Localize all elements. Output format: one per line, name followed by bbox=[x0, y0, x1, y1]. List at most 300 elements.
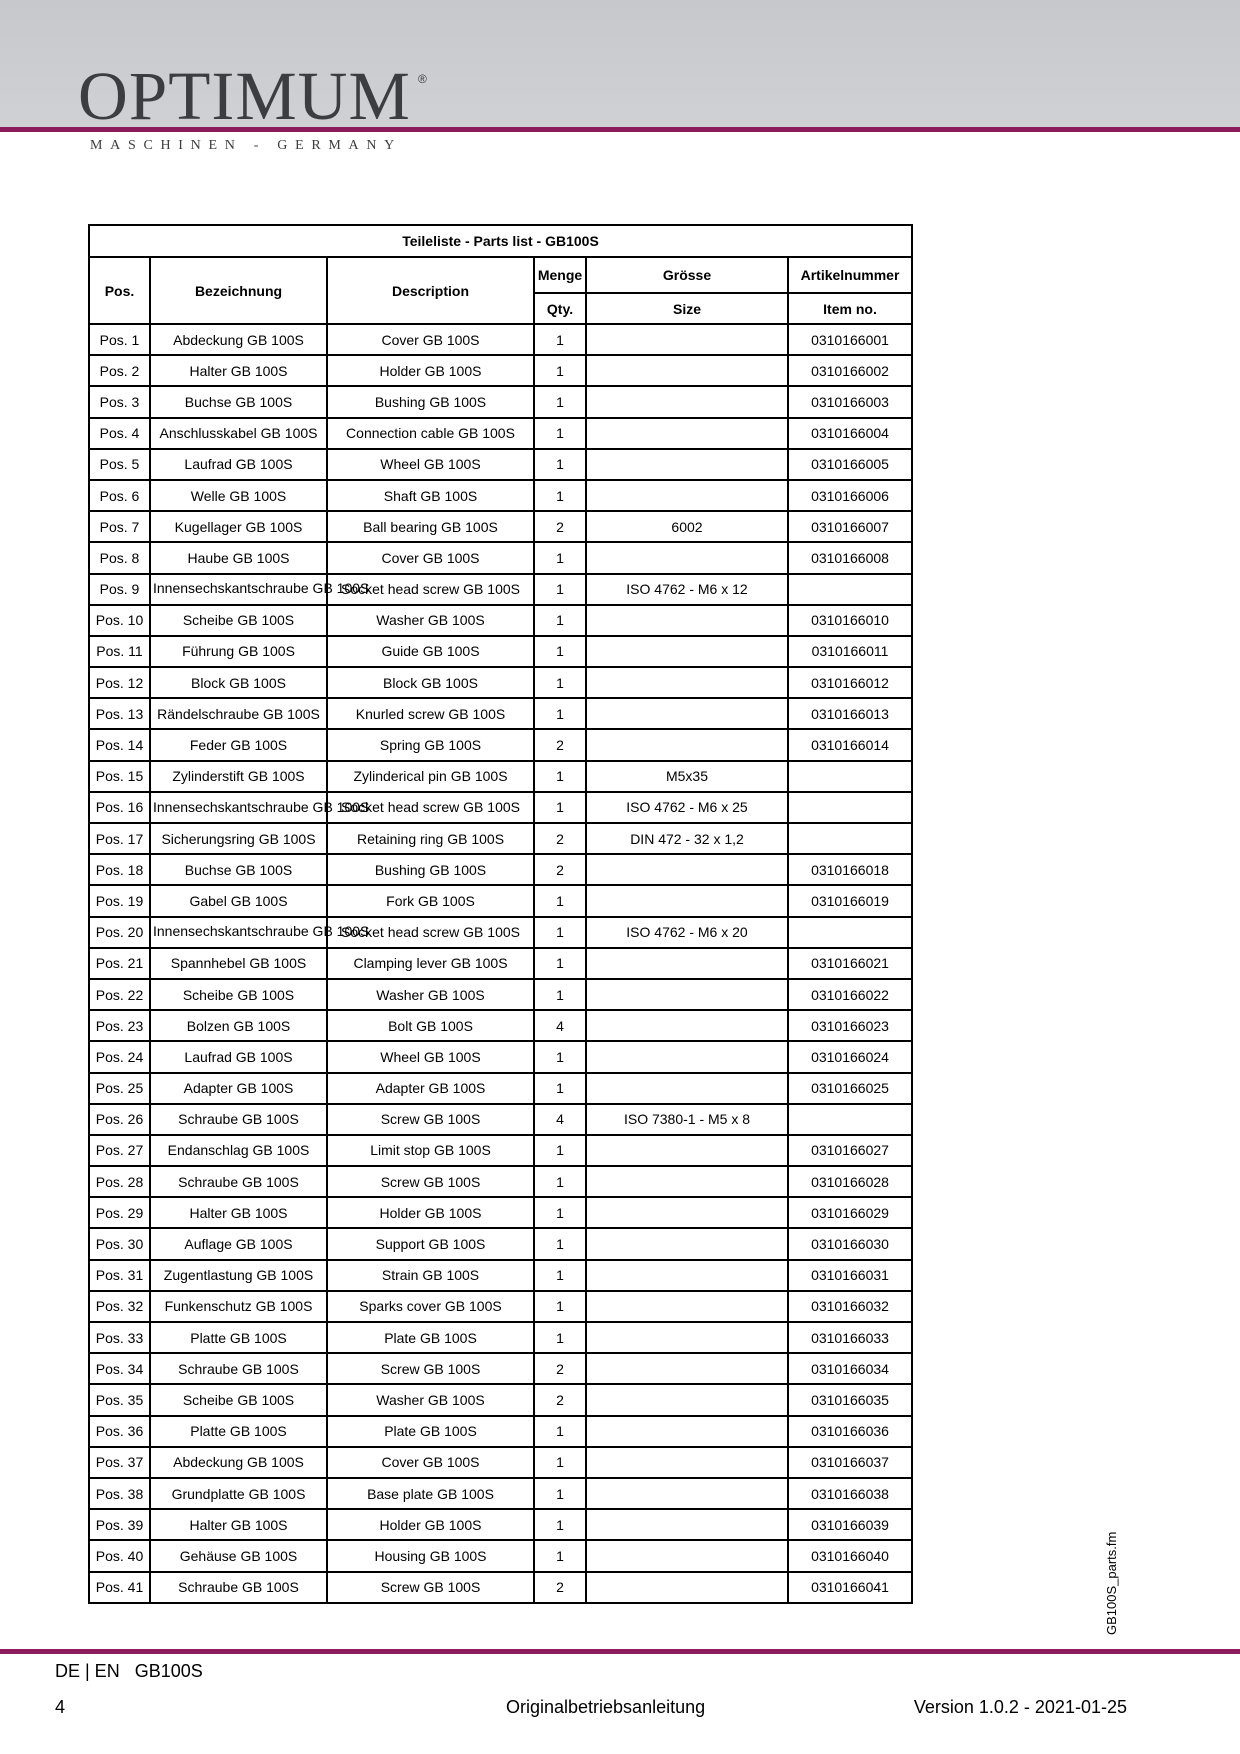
cell-qty: 1 bbox=[534, 574, 586, 605]
cell-pos: Pos. 21 bbox=[89, 948, 150, 979]
footer-model: GB100S bbox=[134, 1661, 203, 1681]
cell-pos: Pos. 22 bbox=[89, 979, 150, 1010]
cell-bezeichnung: Halter GB 100S bbox=[150, 355, 327, 386]
cell-pos: Pos. 18 bbox=[89, 854, 150, 885]
cell-pos: Pos. 41 bbox=[89, 1572, 150, 1603]
cell-size bbox=[586, 1041, 788, 1072]
cell-bezeichnung: Innensechskantschraube GB 100S bbox=[150, 574, 327, 605]
cell-description: Screw GB 100S bbox=[327, 1572, 534, 1603]
cell-qty: 1 bbox=[534, 636, 586, 667]
cell-pos: Pos. 40 bbox=[89, 1540, 150, 1571]
header-bezeichnung: Bezeichnung bbox=[150, 257, 327, 324]
cell-qty: 2 bbox=[534, 823, 586, 854]
cell-pos: Pos. 20 bbox=[89, 917, 150, 948]
cell-item-no: 0310166032 bbox=[788, 1291, 912, 1322]
cell-bezeichnung: Adapter GB 100S bbox=[150, 1073, 327, 1104]
cell-bezeichnung: Gehäuse GB 100S bbox=[150, 1540, 327, 1571]
cell-pos: Pos. 7 bbox=[89, 511, 150, 542]
cell-qty: 1 bbox=[534, 1447, 586, 1478]
cell-description: Spring GB 100S bbox=[327, 729, 534, 760]
brand-tagline: MASCHINEN - GERMANY bbox=[90, 138, 402, 153]
header-size: Size bbox=[586, 293, 788, 324]
cell-pos: Pos. 6 bbox=[89, 480, 150, 511]
brand-logo: OPTIMUM bbox=[78, 58, 411, 134]
cell-item-no: 0310166021 bbox=[788, 948, 912, 979]
table-row bbox=[89, 854, 912, 885]
cell-description: Retaining ring GB 100S bbox=[327, 823, 534, 854]
cell-size bbox=[586, 386, 788, 417]
cell-bezeichnung: Sicherungsring GB 100S bbox=[150, 823, 327, 854]
cell-pos: Pos. 30 bbox=[89, 1228, 150, 1259]
cell-qty: 1 bbox=[534, 667, 586, 698]
cell-bezeichnung: Funkenschutz GB 100S bbox=[150, 1291, 327, 1322]
cell-item-no: 0310166006 bbox=[788, 480, 912, 511]
cell-item-no: 0310166014 bbox=[788, 729, 912, 760]
footer-manual-title: Originalbetriebsanleitung bbox=[506, 1697, 706, 1717]
cell-item-no: 0310166004 bbox=[788, 418, 912, 449]
cell-bezeichnung: Halter GB 100S bbox=[150, 1509, 327, 1540]
cell-pos: Pos. 28 bbox=[89, 1166, 150, 1197]
cell-size: ISO 7380-1 - M5 x 8 bbox=[586, 1104, 788, 1135]
cell-bezeichnung: Buchse GB 100S bbox=[150, 854, 327, 885]
cell-pos: Pos. 25 bbox=[89, 1073, 150, 1104]
table-row bbox=[89, 1572, 912, 1603]
table-row bbox=[89, 449, 912, 480]
cell-bezeichnung: Scheibe GB 100S bbox=[150, 1384, 327, 1415]
table-row bbox=[89, 698, 912, 729]
header-artikelnummer: Artikelnummer bbox=[788, 257, 912, 293]
cell-bezeichnung: Grundplatte GB 100S bbox=[150, 1478, 327, 1509]
table-row bbox=[89, 1104, 912, 1135]
cell-qty: 1 bbox=[534, 1197, 586, 1228]
cell-pos: Pos. 16 bbox=[89, 792, 150, 823]
cell-qty: 1 bbox=[534, 979, 586, 1010]
cell-size bbox=[586, 729, 788, 760]
cell-size bbox=[586, 636, 788, 667]
registered-mark: ® bbox=[418, 72, 427, 86]
cell-description: Clamping lever GB 100S bbox=[327, 948, 534, 979]
cell-item-no: 0310166018 bbox=[788, 854, 912, 885]
cell-qty: 1 bbox=[534, 917, 586, 948]
cell-item-no: 0310166041 bbox=[788, 1572, 912, 1603]
cell-item-no bbox=[788, 574, 912, 605]
cell-pos: Pos. 24 bbox=[89, 1041, 150, 1072]
cell-size bbox=[586, 1509, 788, 1540]
cell-qty: 1 bbox=[534, 355, 586, 386]
cell-item-no: 0310166037 bbox=[788, 1447, 912, 1478]
cell-description: Cover GB 100S bbox=[327, 1447, 534, 1478]
cell-description: Washer GB 100S bbox=[327, 979, 534, 1010]
cell-size bbox=[586, 1322, 788, 1353]
cell-qty: 1 bbox=[534, 324, 586, 355]
cell-qty: 1 bbox=[534, 480, 586, 511]
cell-qty: 2 bbox=[534, 854, 586, 885]
cell-size: M5x35 bbox=[586, 761, 788, 792]
cell-qty: 1 bbox=[534, 885, 586, 916]
table-row bbox=[89, 1197, 912, 1228]
cell-bezeichnung: Zylinderstift GB 100S bbox=[150, 761, 327, 792]
cell-size: 6002 bbox=[586, 511, 788, 542]
cell-description: Wheel GB 100S bbox=[327, 1041, 534, 1072]
cell-size bbox=[586, 1540, 788, 1571]
cell-qty: 1 bbox=[534, 1041, 586, 1072]
cell-bezeichnung: Laufrad GB 100S bbox=[150, 1041, 327, 1072]
cell-item-no: 0310166013 bbox=[788, 698, 912, 729]
cell-description: Base plate GB 100S bbox=[327, 1478, 534, 1509]
cell-item-no: 0310166030 bbox=[788, 1228, 912, 1259]
cell-size bbox=[586, 1197, 788, 1228]
cell-size bbox=[586, 1447, 788, 1478]
cell-qty: 1 bbox=[534, 418, 586, 449]
cell-size bbox=[586, 605, 788, 636]
cell-size bbox=[586, 324, 788, 355]
footer-page-number: 4 bbox=[55, 1697, 66, 1717]
cell-pos: Pos. 2 bbox=[89, 355, 150, 386]
cell-qty: 2 bbox=[534, 1353, 586, 1384]
cell-qty: 2 bbox=[534, 729, 586, 760]
cell-item-no: 0310166001 bbox=[788, 324, 912, 355]
cell-pos: Pos. 8 bbox=[89, 542, 150, 573]
cell-bezeichnung: Anschlusskabel GB 100S bbox=[150, 418, 327, 449]
table-row bbox=[89, 605, 912, 636]
cell-size bbox=[586, 542, 788, 573]
cell-size bbox=[586, 948, 788, 979]
cell-size bbox=[586, 1384, 788, 1415]
cell-size: ISO 4762 - M6 x 12 bbox=[586, 574, 788, 605]
cell-description: Cover GB 100S bbox=[327, 542, 534, 573]
cell-size bbox=[586, 1572, 788, 1603]
cell-qty: 1 bbox=[534, 1260, 586, 1291]
table-row bbox=[89, 1166, 912, 1197]
cell-pos: Pos. 15 bbox=[89, 761, 150, 792]
table-row bbox=[89, 979, 912, 1010]
cell-description: Screw GB 100S bbox=[327, 1166, 534, 1197]
cell-qty: 1 bbox=[534, 1166, 586, 1197]
cell-bezeichnung: Platte GB 100S bbox=[150, 1416, 327, 1447]
table-row bbox=[89, 1010, 912, 1041]
cell-qty: 1 bbox=[534, 1073, 586, 1104]
cell-pos: Pos. 23 bbox=[89, 1010, 150, 1041]
table-row bbox=[89, 511, 912, 542]
cell-description: Knurled screw GB 100S bbox=[327, 698, 534, 729]
cell-size bbox=[586, 418, 788, 449]
cell-bezeichnung: Platte GB 100S bbox=[150, 1322, 327, 1353]
header-qty: Qty. bbox=[534, 293, 586, 324]
cell-qty: 2 bbox=[534, 1384, 586, 1415]
cell-description: Cover GB 100S bbox=[327, 324, 534, 355]
table-row bbox=[89, 1384, 912, 1415]
table-title: Teileliste - Parts list - GB100S bbox=[89, 225, 912, 257]
cell-size bbox=[586, 979, 788, 1010]
cell-item-no bbox=[788, 823, 912, 854]
table-row bbox=[89, 542, 912, 573]
cell-item-no: 0310166011 bbox=[788, 636, 912, 667]
cell-description: Bolt GB 100S bbox=[327, 1010, 534, 1041]
cell-pos: Pos. 36 bbox=[89, 1416, 150, 1447]
cell-description: Washer GB 100S bbox=[327, 605, 534, 636]
cell-size bbox=[586, 1073, 788, 1104]
cell-bezeichnung: Endanschlag GB 100S bbox=[150, 1135, 327, 1166]
cell-description: Sparks cover GB 100S bbox=[327, 1291, 534, 1322]
cell-bezeichnung: Schraube GB 100S bbox=[150, 1353, 327, 1384]
cell-size bbox=[586, 885, 788, 916]
cell-pos: Pos. 13 bbox=[89, 698, 150, 729]
table-row bbox=[89, 823, 912, 854]
cell-pos: Pos. 31 bbox=[89, 1260, 150, 1291]
cell-size bbox=[586, 355, 788, 386]
cell-item-no: 0310166035 bbox=[788, 1384, 912, 1415]
cell-bezeichnung: Schraube GB 100S bbox=[150, 1104, 327, 1135]
cell-bezeichnung: Haube GB 100S bbox=[150, 542, 327, 573]
cell-bezeichnung: Innensechskantschraube GB 100S bbox=[150, 917, 327, 948]
cell-description: Guide GB 100S bbox=[327, 636, 534, 667]
table-row bbox=[89, 792, 912, 823]
cell-bezeichnung: Rändelschraube GB 100S bbox=[150, 698, 327, 729]
cell-item-no: 0310166038 bbox=[788, 1478, 912, 1509]
table-row bbox=[89, 418, 912, 449]
cell-pos: Pos. 38 bbox=[89, 1478, 150, 1509]
cell-qty: 1 bbox=[534, 449, 586, 480]
cell-qty: 1 bbox=[534, 605, 586, 636]
header-description: Description bbox=[327, 257, 534, 324]
cell-pos: Pos. 3 bbox=[89, 386, 150, 417]
table-row bbox=[89, 1353, 912, 1384]
cell-item-no: 0310166034 bbox=[788, 1353, 912, 1384]
cell-pos: Pos. 10 bbox=[89, 605, 150, 636]
cell-bezeichnung: Spannhebel GB 100S bbox=[150, 948, 327, 979]
table-row bbox=[89, 1291, 912, 1322]
cell-description: Screw GB 100S bbox=[327, 1353, 534, 1384]
cell-item-no bbox=[788, 917, 912, 948]
cell-pos: Pos. 32 bbox=[89, 1291, 150, 1322]
footer-accent-line bbox=[0, 1649, 1240, 1654]
cell-bezeichnung: Scheibe GB 100S bbox=[150, 979, 327, 1010]
parts-table-body bbox=[89, 324, 912, 1603]
table-row bbox=[89, 1228, 912, 1259]
cell-bezeichnung: Auflage GB 100S bbox=[150, 1228, 327, 1259]
cell-size: DIN 472 - 32 x 1,2 bbox=[586, 823, 788, 854]
cell-description: Strain GB 100S bbox=[327, 1260, 534, 1291]
cell-size bbox=[586, 667, 788, 698]
cell-description: Adapter GB 100S bbox=[327, 1073, 534, 1104]
cell-item-no: 0310166003 bbox=[788, 386, 912, 417]
cell-qty: 1 bbox=[534, 1540, 586, 1571]
cell-qty: 2 bbox=[534, 1572, 586, 1603]
cell-qty: 1 bbox=[534, 1291, 586, 1322]
cell-bezeichnung: Gabel GB 100S bbox=[150, 885, 327, 916]
table-row bbox=[89, 574, 912, 605]
cell-description: Fork GB 100S bbox=[327, 885, 534, 916]
cell-qty: 1 bbox=[534, 1135, 586, 1166]
cell-size bbox=[586, 1166, 788, 1197]
table-row bbox=[89, 1041, 912, 1072]
cell-bezeichnung: Kugellager GB 100S bbox=[150, 511, 327, 542]
cell-qty: 1 bbox=[534, 1478, 586, 1509]
cell-bezeichnung: Buchse GB 100S bbox=[150, 386, 327, 417]
table-row bbox=[89, 1509, 912, 1540]
cell-bezeichnung: Führung GB 100S bbox=[150, 636, 327, 667]
cell-size bbox=[586, 1478, 788, 1509]
cell-bezeichnung: Bolzen GB 100S bbox=[150, 1010, 327, 1041]
cell-description: Holder GB 100S bbox=[327, 355, 534, 386]
cell-pos: Pos. 26 bbox=[89, 1104, 150, 1135]
cell-pos: Pos. 19 bbox=[89, 885, 150, 916]
cell-pos: Pos. 1 bbox=[89, 324, 150, 355]
cell-pos: Pos. 39 bbox=[89, 1509, 150, 1540]
cell-size bbox=[586, 1353, 788, 1384]
cell-description: Holder GB 100S bbox=[327, 1197, 534, 1228]
cell-pos: Pos. 11 bbox=[89, 636, 150, 667]
cell-item-no: 0310166012 bbox=[788, 667, 912, 698]
table-row bbox=[89, 1478, 912, 1509]
table-row bbox=[89, 480, 912, 511]
cell-description: Socket head screw GB 100S bbox=[327, 792, 534, 823]
cell-pos: Pos. 33 bbox=[89, 1322, 150, 1353]
cell-pos: Pos. 37 bbox=[89, 1447, 150, 1478]
cell-qty: 1 bbox=[534, 1322, 586, 1353]
cell-item-no: 0310166019 bbox=[788, 885, 912, 916]
cell-description: Washer GB 100S bbox=[327, 1384, 534, 1415]
footer-language: DE | EN bbox=[55, 1661, 120, 1681]
cell-item-no: 0310166027 bbox=[788, 1135, 912, 1166]
table-row bbox=[89, 1447, 912, 1478]
cell-bezeichnung: Laufrad GB 100S bbox=[150, 449, 327, 480]
cell-item-no: 0310166040 bbox=[788, 1540, 912, 1571]
cell-bezeichnung: Halter GB 100S bbox=[150, 1197, 327, 1228]
cell-item-no: 0310166007 bbox=[788, 511, 912, 542]
cell-item-no bbox=[788, 1104, 912, 1135]
cell-item-no: 0310166039 bbox=[788, 1509, 912, 1540]
cell-description: Ball bearing GB 100S bbox=[327, 511, 534, 542]
cell-item-no: 0310166028 bbox=[788, 1166, 912, 1197]
cell-size: ISO 4762 - M6 x 25 bbox=[586, 792, 788, 823]
cell-bezeichnung: Block GB 100S bbox=[150, 667, 327, 698]
cell-pos: Pos. 34 bbox=[89, 1353, 150, 1384]
cell-description: Bushing GB 100S bbox=[327, 854, 534, 885]
cell-description: Connection cable GB 100S bbox=[327, 418, 534, 449]
cell-pos: Pos. 29 bbox=[89, 1197, 150, 1228]
file-name-label: GB100S_parts.fm bbox=[1104, 1531, 1119, 1635]
cell-qty: 4 bbox=[534, 1010, 586, 1041]
table-row bbox=[89, 1073, 912, 1104]
cell-description: Support GB 100S bbox=[327, 1228, 534, 1259]
cell-description: Holder GB 100S bbox=[327, 1509, 534, 1540]
cell-bezeichnung: Welle GB 100S bbox=[150, 480, 327, 511]
cell-size: ISO 4762 - M6 x 20 bbox=[586, 917, 788, 948]
cell-bezeichnung: Abdeckung GB 100S bbox=[150, 1447, 327, 1478]
table-row bbox=[89, 324, 912, 355]
table-row bbox=[89, 1540, 912, 1571]
cell-pos: Pos. 9 bbox=[89, 574, 150, 605]
table-row bbox=[89, 667, 912, 698]
table-row bbox=[89, 948, 912, 979]
cell-description: Housing GB 100S bbox=[327, 1540, 534, 1571]
header-pos: Pos. bbox=[89, 257, 150, 324]
cell-qty: 1 bbox=[534, 948, 586, 979]
cell-bezeichnung: Abdeckung GB 100S bbox=[150, 324, 327, 355]
cell-item-no: 0310166031 bbox=[788, 1260, 912, 1291]
table-row bbox=[89, 1416, 912, 1447]
cell-size bbox=[586, 1291, 788, 1322]
cell-bezeichnung: Scheibe GB 100S bbox=[150, 605, 327, 636]
cell-bezeichnung: Schraube GB 100S bbox=[150, 1572, 327, 1603]
table-row bbox=[89, 1322, 912, 1353]
cell-description: Block GB 100S bbox=[327, 667, 534, 698]
table-row bbox=[89, 729, 912, 760]
cell-qty: 1 bbox=[534, 1416, 586, 1447]
table-row bbox=[89, 761, 912, 792]
cell-size bbox=[586, 1135, 788, 1166]
footer-language-model bbox=[55, 1661, 203, 1682]
cell-description: Plate GB 100S bbox=[327, 1416, 534, 1447]
cell-item-no: 0310166029 bbox=[788, 1197, 912, 1228]
cell-description: Socket head screw GB 100S bbox=[327, 574, 534, 605]
cell-qty: 1 bbox=[534, 1228, 586, 1259]
cell-pos: Pos. 35 bbox=[89, 1384, 150, 1415]
cell-size bbox=[586, 1010, 788, 1041]
footer-version: Version 1.0.2 - 2021-01-25 bbox=[913, 1697, 1127, 1717]
cell-size bbox=[586, 854, 788, 885]
cell-size bbox=[586, 1228, 788, 1259]
cell-qty: 1 bbox=[534, 761, 586, 792]
table-row bbox=[89, 1135, 912, 1166]
header-item-no: Item no. bbox=[788, 293, 912, 324]
cell-pos: Pos. 12 bbox=[89, 667, 150, 698]
header-groesse: Grösse bbox=[586, 257, 788, 293]
cell-description: Zylinderical pin GB 100S bbox=[327, 761, 534, 792]
cell-description: Screw GB 100S bbox=[327, 1104, 534, 1135]
cell-size bbox=[586, 698, 788, 729]
cell-pos: Pos. 14 bbox=[89, 729, 150, 760]
cell-bezeichnung: Innensechskantschraube GB 100S bbox=[150, 792, 327, 823]
cell-item-no: 0310166008 bbox=[788, 542, 912, 573]
cell-item-no: 0310166024 bbox=[788, 1041, 912, 1072]
cell-qty: 1 bbox=[534, 792, 586, 823]
cell-description: Shaft GB 100S bbox=[327, 480, 534, 511]
cell-size bbox=[586, 449, 788, 480]
table-row bbox=[89, 1260, 912, 1291]
cell-description: Socket head screw GB 100S bbox=[327, 917, 534, 948]
cell-bezeichnung: Feder GB 100S bbox=[150, 729, 327, 760]
cell-description: Bushing GB 100S bbox=[327, 386, 534, 417]
cell-pos: Pos. 27 bbox=[89, 1135, 150, 1166]
table-row bbox=[89, 355, 912, 386]
cell-qty: 2 bbox=[534, 511, 586, 542]
cell-item-no: 0310166010 bbox=[788, 605, 912, 636]
table-row bbox=[89, 885, 912, 916]
cell-bezeichnung: Zugentlastung GB 100S bbox=[150, 1260, 327, 1291]
table-row bbox=[89, 917, 912, 948]
cell-pos: Pos. 4 bbox=[89, 418, 150, 449]
cell-item-no bbox=[788, 792, 912, 823]
cell-item-no: 0310166025 bbox=[788, 1073, 912, 1104]
cell-bezeichnung: Schraube GB 100S bbox=[150, 1166, 327, 1197]
cell-qty: 1 bbox=[534, 1509, 586, 1540]
cell-item-no: 0310166002 bbox=[788, 355, 912, 386]
cell-item-no bbox=[788, 761, 912, 792]
cell-qty: 1 bbox=[534, 542, 586, 573]
cell-qty: 1 bbox=[534, 698, 586, 729]
cell-size bbox=[586, 1416, 788, 1447]
cell-description: Wheel GB 100S bbox=[327, 449, 534, 480]
table-row bbox=[89, 386, 912, 417]
cell-pos: Pos. 5 bbox=[89, 449, 150, 480]
cell-item-no: 0310166022 bbox=[788, 979, 912, 1010]
cell-size bbox=[586, 480, 788, 511]
cell-item-no: 0310166033 bbox=[788, 1322, 912, 1353]
cell-item-no: 0310166005 bbox=[788, 449, 912, 480]
cell-item-no: 0310166023 bbox=[788, 1010, 912, 1041]
